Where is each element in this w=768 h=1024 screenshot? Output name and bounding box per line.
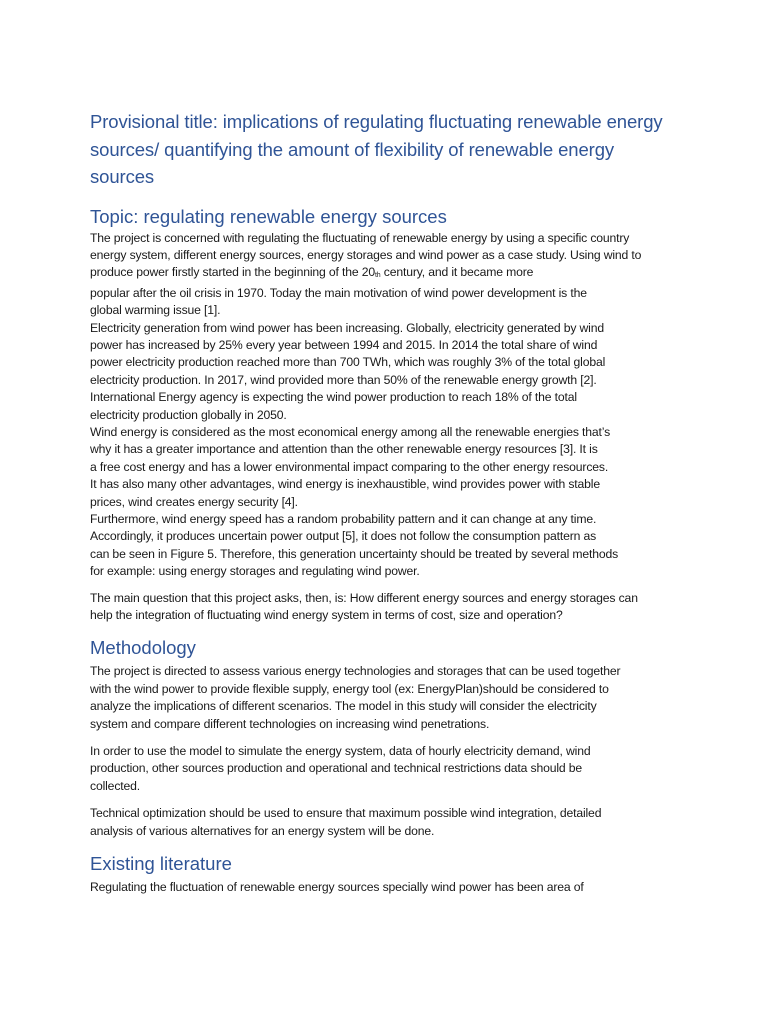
literature-body [90,879,682,896]
text-line: power has increased by 25% every year between 1994 and 2015. In 2014 the total share of wind [90,337,598,352]
methodology-heading: Methodology [90,637,196,659]
topic-body [90,230,682,581]
title-line: sources/ quantifying the amount of flexibility of renewable energy [90,138,615,160]
text-line: electricity production globally in 2050. [90,407,287,422]
text-line: The main question that this project asks, then, is: How different energy sources and energy storages can [90,590,638,605]
text-line [90,264,682,284]
topic-heading: Topic: regulating renewable energy sources [90,205,447,227]
text-line: The project is concerned with regulating the fluctuating of renewable energy by using a specific country [90,230,630,245]
text-line: prices, wind creates energy security [4]. [90,494,298,509]
text-line: energy system, different energy sources, energy storages and wind power as a case study. Using wind to [90,247,642,262]
text-line: Technical optimization should be used to ensure that maximum possible wind integration, detailed [90,806,602,821]
text-line: International Energy agency is expecting the wind power production to reach 18% of the total [90,390,577,405]
title-line: sources [90,166,155,187]
text-line: analysis of various alternatives for an energy system will be done. [90,823,435,838]
methodology-paragraph-1 [90,663,682,733]
document-title [90,108,682,191]
text-fragment: produce power firstly started in the beginning of the 20 [90,265,375,280]
main-question [90,590,682,625]
text-line: why it has a greater importance and attention than the other renewable energy resources [3]. It is [90,442,598,457]
methodology-paragraph-3 [90,805,682,840]
text-line: global warming issue [1]. [90,303,221,318]
ordinal-suffix: th [374,272,381,280]
text-line: Wind energy is considered as the most economical energy among all the renewable energies that’s [90,424,611,439]
text-line: analyze the implications of different scenarios. The model in this study will consider the electricity [90,699,597,714]
text-line: electricity production. In 2017, wind provided more than 50% of the renewable energy growth [2]. [90,372,597,387]
text-line: Regulating the fluctuation of renewable energy sources specially wind power has been area of [90,880,584,895]
text-line: The project is directed to assess various energy technologies and storages that can be used together [90,664,621,679]
text-line: system and compare different technologies on increasing wind penetrations. [90,716,490,731]
text-line: production, other sources production and operational and technical restrictions data should be [90,761,583,776]
text-line: It has also many other advantages, wind energy is inexhaustible, wind provides power with stable [90,477,600,492]
text-line: for example: using energy storages and regulating wind power. [90,564,420,579]
text-line: with the wind power to provide flexible supply, energy tool (ex: EnergyPlan)should be considered to [90,681,609,696]
methodology-paragraph-2 [90,743,682,795]
text-line: Furthermore, wind energy speed has a random probability pattern and it can change at any time. [90,512,597,526]
text-line: collected. [90,778,140,793]
text-line: help the integration of fluctuating wind energy system in terms of cost, size and operation? [90,608,563,623]
text-line: can be seen in Figure 5. Therefore, this generation uncertainty should be treated by several methods [90,546,619,561]
text-line: power electricity production reached more than 700 TWh, which was roughly 3% of the total global [90,355,606,370]
text-line: In order to use the model to simulate the energy system, data of hourly electricity demand, wind [90,744,591,759]
text-line: Electricity generation from wind power has been increasing. Globally, electricity generated by wind [90,320,604,335]
document-page [90,108,682,897]
text-line: Accordingly, it produces uncertain power output [5], it does not follow the consumption pattern as [90,529,597,544]
literature-heading: Existing literature [90,853,232,875]
text-line: a free cost energy and has a lower environmental impact comparing to the other energy resources. [90,459,609,474]
title-line: Provisional title: implications of regulating fluctuating renewable energy [90,111,663,132]
text-line: popular after the oil crisis in 1970. Today the main motivation of wind power development is the [90,285,587,300]
text-fragment: century, and it became more [380,265,534,280]
